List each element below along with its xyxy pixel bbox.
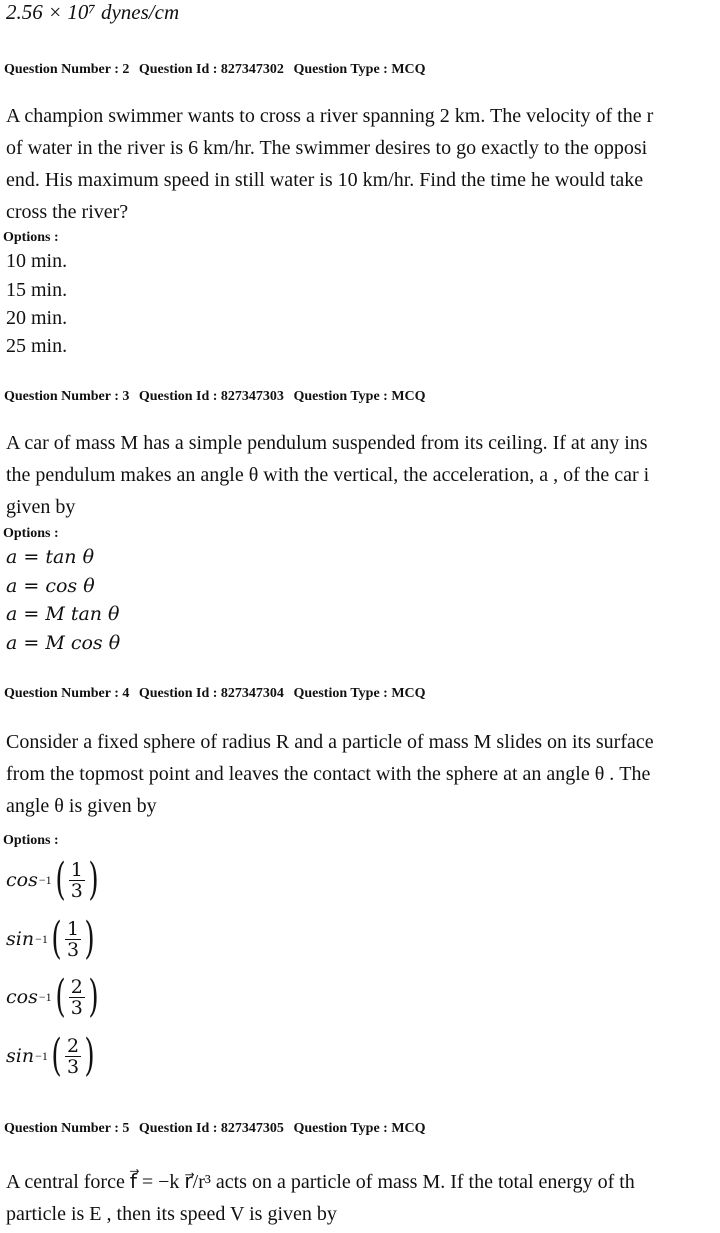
question-text-2 — [6, 100, 653, 228]
question-line: particle is E , then its speed V is given by — [6, 1203, 337, 1225]
question-line: of water in the river is 6 km/hr. The swimmer desires to go exactly to the opposi — [6, 137, 648, 159]
question-header-4 — [4, 686, 432, 702]
question-header-5 — [4, 1121, 432, 1137]
options-label: Options : — [3, 230, 59, 245]
close-paren: ) — [84, 913, 95, 964]
question-number: Question Number : 4 — [4, 686, 130, 701]
function-name: sin — [6, 1045, 35, 1067]
option-2[interactable]: a = cos θ — [6, 575, 95, 597]
question-line: Consider a fixed sphere of radius R and a particle of mass M slides on its surface — [6, 731, 654, 753]
question-text-3 — [6, 427, 649, 523]
exponent: −1 — [38, 989, 52, 1004]
open-paren: ( — [51, 913, 62, 964]
question-line: A car of mass M has a simple pendulum suspended from its ceiling. If at any ins — [6, 432, 648, 454]
option-4[interactable]: 25 min. — [6, 335, 68, 357]
function-name: cos — [6, 986, 38, 1008]
question-header-3 — [4, 389, 432, 405]
option-3[interactable]: a = M tan θ — [6, 603, 120, 625]
option-3[interactable]: 20 min. — [6, 307, 68, 329]
denominator: 3 — [70, 879, 83, 902]
denominator: 3 — [70, 996, 83, 1019]
question-text-5 — [6, 1166, 635, 1230]
option-4[interactable] — [6, 1030, 98, 1081]
option-1[interactable] — [6, 854, 102, 905]
question-id: Question Id : 827347305 — [138, 1121, 284, 1136]
question-number: Question Number : 5 — [4, 1121, 130, 1136]
question-line: end. His maximum speed in still water is 10 km/hr. Find the time he would take — [6, 169, 644, 191]
open-paren: ( — [51, 1030, 62, 1081]
option-3[interactable] — [6, 971, 102, 1022]
fraction — [69, 860, 85, 901]
fraction — [69, 977, 85, 1018]
question-line: A central force f⃗ = −k r⃗/r³ acts on a particle of mass M. If the total energy of th — [6, 1171, 635, 1193]
question-line: cross the river? — [6, 201, 129, 223]
option-2[interactable]: 15 min. — [6, 279, 68, 301]
exponent: −1 — [38, 872, 52, 887]
exponent: −1 — [35, 1048, 48, 1063]
question-line: the pendulum makes an angle θ with the vertical, the acceleration, a , of the car i — [6, 464, 650, 486]
question-number: Question Number : 2 — [4, 62, 130, 77]
function-name: cos — [6, 869, 38, 891]
question-type: Question Type : MCQ — [293, 62, 426, 77]
question-id: Question Id : 827347303 — [138, 389, 284, 404]
denominator: 3 — [67, 938, 80, 961]
question-number: Question Number : 3 — [4, 389, 130, 404]
function-name: sin — [6, 928, 35, 950]
fraction — [65, 919, 81, 960]
question-type: Question Type : MCQ — [293, 1121, 426, 1136]
options-label: Options : — [3, 526, 59, 541]
question-header-2 — [4, 62, 432, 78]
question-line: given by — [6, 496, 76, 518]
question-type: Question Type : MCQ — [293, 389, 426, 404]
fraction — [65, 1036, 81, 1077]
question-line: angle θ is given by — [6, 795, 157, 817]
open-paren: ( — [55, 971, 66, 1022]
question-id: Question Id : 827347302 — [138, 62, 284, 77]
option-1[interactable]: a = tan θ — [6, 546, 95, 568]
close-paren: ) — [84, 1030, 95, 1081]
options-label: Options : — [3, 833, 59, 848]
option-4[interactable]: a = M cos θ — [6, 632, 121, 654]
question-type: Question Type : MCQ — [293, 686, 426, 701]
question-line: from the topmost point and leaves the contact with the sphere at an angle θ . The — [6, 763, 651, 785]
numerator: 1 — [70, 858, 83, 881]
numerator: 2 — [67, 1034, 80, 1057]
close-paren: ) — [88, 971, 99, 1022]
numerator: 2 — [70, 975, 83, 998]
option-2[interactable] — [6, 913, 98, 964]
question-line: A champion swimmer wants to cross a river spanning 2 km. The velocity of the r — [6, 105, 654, 127]
exponent: −1 — [35, 931, 48, 946]
close-paren: ) — [88, 854, 99, 905]
question-text-4 — [6, 726, 654, 822]
previous-answer: 2.56 × 10⁷ dynes/cm — [6, 0, 180, 24]
question-id: Question Id : 827347304 — [138, 686, 284, 701]
option-1[interactable]: 10 min. — [6, 250, 68, 272]
numerator: 1 — [67, 917, 80, 940]
denominator: 3 — [67, 1055, 80, 1078]
open-paren: ( — [55, 854, 66, 905]
